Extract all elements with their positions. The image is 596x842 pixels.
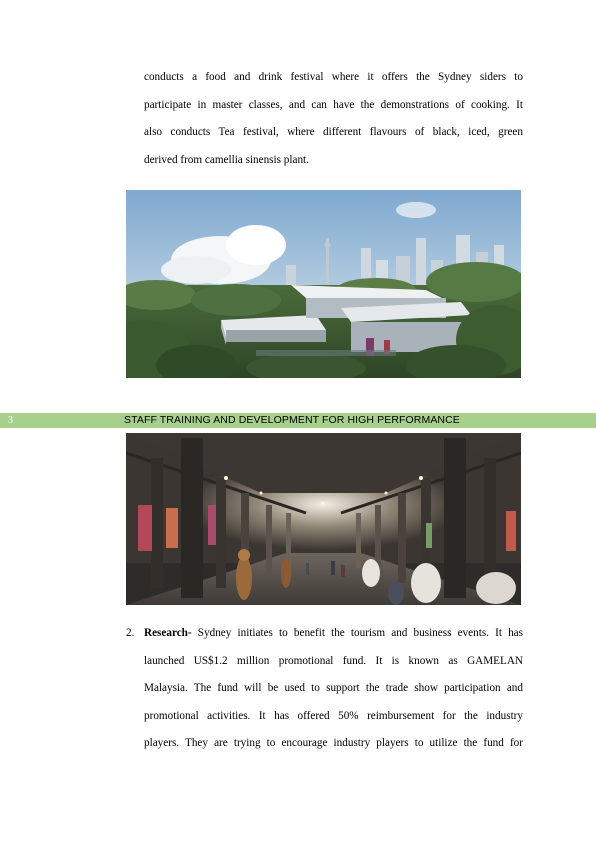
text-line: conducts a food and drink festival where it offers the Sydney siders to bbox=[144, 71, 523, 83]
header-title: STAFF TRAINING AND DEVELOPMENT FOR HIGH PERFORMANCE bbox=[124, 414, 460, 426]
text-line: promotional activities. It has offered 50% reimbursement for the industry bbox=[144, 709, 523, 722]
paragraph-research bbox=[144, 620, 523, 758]
aerial-museum-image bbox=[126, 190, 521, 378]
text-line: derived from camellia sinensis plant. bbox=[144, 153, 309, 166]
page-number: 3 bbox=[8, 415, 13, 426]
research-lead: Research- bbox=[144, 627, 192, 639]
interior-hall-image bbox=[126, 433, 521, 605]
paragraph-festivals bbox=[144, 64, 523, 174]
text-line bbox=[144, 620, 523, 648]
research-first-line: Sydney initiates to benefit the tourism and business events. It has bbox=[191, 627, 523, 639]
running-header bbox=[0, 413, 596, 428]
text-line: also conducts Tea festival, where different flavours of black, iced, green bbox=[144, 126, 523, 139]
list-number: 2. bbox=[126, 627, 135, 639]
text-line: launched US$1.2 million promotional fund. It is known as GAMELAN bbox=[144, 654, 523, 667]
text-line: players. They are trying to encourage industry players to utilize the fund for bbox=[144, 737, 523, 750]
text-line: participate in master classes, and can have the demonstrations of cooking. It bbox=[144, 98, 523, 111]
text-line: Malaysia. The fund will be used to support the trade show participation and bbox=[144, 682, 523, 695]
